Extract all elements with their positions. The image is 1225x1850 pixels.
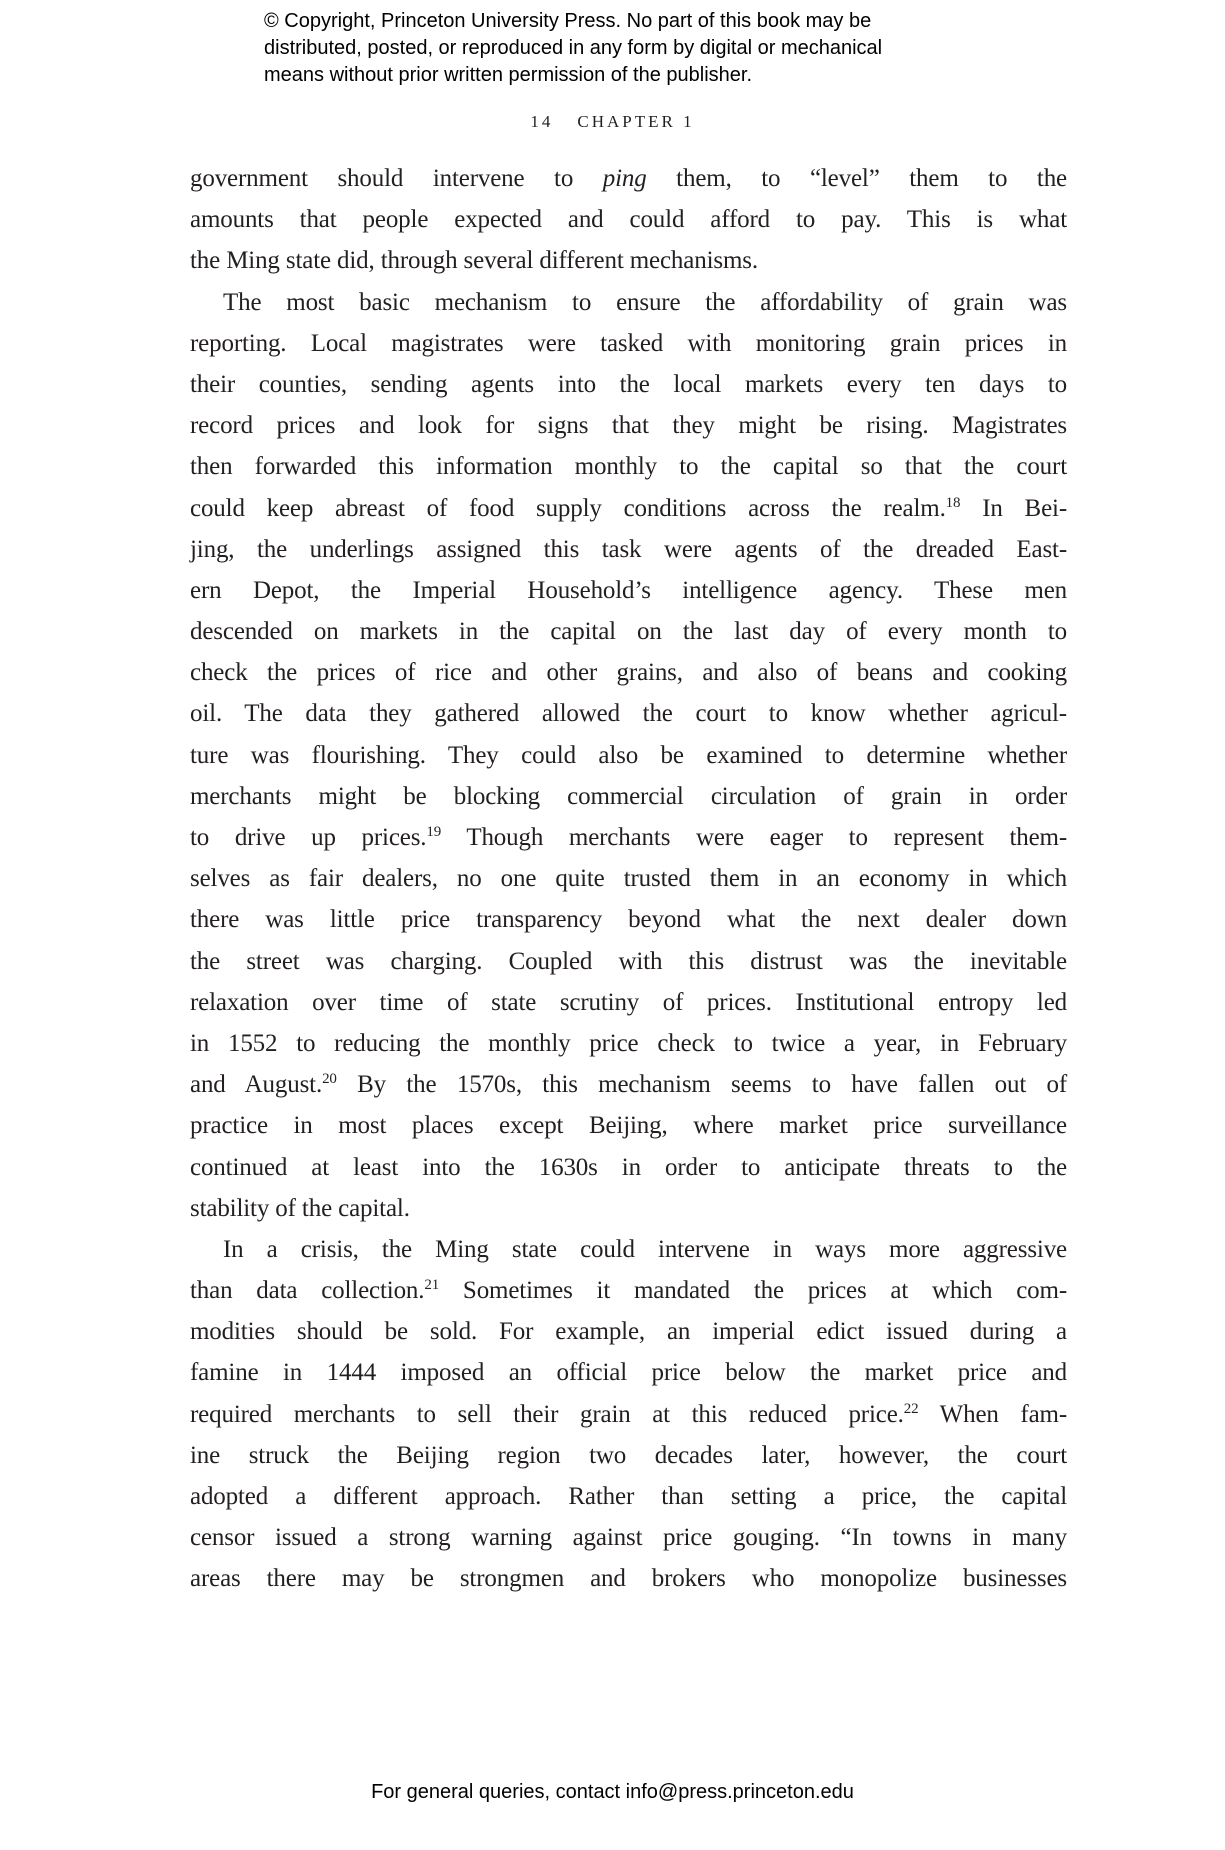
text-span: famine in 1444 imposed an official price below the market price and [190,1359,1067,1387]
footnote-ref: 21 [424,1277,440,1294]
text-line [190,693,1067,734]
paragraph [190,282,1067,1229]
text-span: practice in most places except Beijing, where market price surveillance [190,1112,1067,1140]
chapter-label: CHAPTER 1 [577,112,695,131]
text-span: In Bei- [960,494,1067,522]
text-line [190,1394,1067,1435]
text-line [190,488,1067,529]
text-line [190,1352,1067,1393]
text-span: check the prices of rice and other grains, and also of beans and cooking [190,659,1067,687]
text-span: selves as fair dealers, no one quite trusted them in an economy in which [190,865,1067,893]
footnote-ref: 19 [426,824,442,840]
text-span: amounts that people expected and could afford to pay. This is what [190,206,1067,234]
copyright-line: means without prior written permission of the publisher. [264,64,753,86]
text-span: them, to “level” them to the [646,165,1067,192]
text-span: their counties, sending agents into the local markets every ten days to [190,370,1067,398]
text-line [190,1558,1067,1599]
text-line [190,282,1067,323]
text-line [190,1023,1067,1064]
text-line [190,611,1067,652]
text-span: relaxation over time of state scrutiny of prices. Institutional entropy led [190,988,1067,1016]
text-span: censor issued a strong warning against price gouging. “In towns in many [190,1524,1067,1552]
page-number: 14 [530,112,554,131]
text-line [190,652,1067,693]
text-line [190,364,1067,405]
text-line [190,776,1067,817]
text-line [190,570,1067,611]
text-line [190,158,1067,199]
text-span: merchants might be blocking commercial circulation of grain in order [190,782,1067,810]
text-span: ine struck the Beijing region two decades later, however, the court [190,1441,1067,1469]
text-line [190,240,1067,281]
body-text [190,158,1067,1600]
footnote-ref: 22 [903,1400,919,1417]
text-line [190,1188,1067,1229]
copyright-line: © Copyright, Princeton University Press. No part of this book may be [264,10,872,32]
text-line [190,1147,1067,1188]
text-line [190,1435,1067,1476]
text-span: jing, the underlings assigned this task were agents of the dreaded East- [190,535,1067,563]
text-span: in 1552 to reducing the monthly price check to twice a year, in February [190,1029,1067,1057]
text-span: When fam- [918,1400,1067,1428]
text-span: ture was flourishing. They could also be examined to determine whether [190,741,1067,769]
footnote-ref: 20 [322,1071,337,1088]
text-span: stability of the capital. [190,1194,410,1222]
footer-contact: For general queries, contact info@press.princeton.edu [371,1781,854,1803]
running-head [0,112,1225,132]
text-span: the Ming state did, through several different mechanisms. [190,247,758,275]
text-line [190,1064,1067,1105]
text-span: continued at least into the 1630s in order to anticipate threats to the [190,1153,1067,1181]
text-span: than data collection. [190,1277,425,1305]
text-line [190,446,1067,487]
text-line [190,1270,1067,1311]
text-span: Though merchants were eager to represent them- [441,824,1068,851]
footnote-ref: 18 [945,494,961,511]
text-span: the street was charging. Coupled with this distrust was the inevitable [190,947,1067,975]
text-line [190,199,1067,240]
text-line [190,941,1067,982]
text-line [190,735,1067,776]
paragraph [190,158,1067,282]
text-span: By the 1570s, this mechanism seems to have fallen out of [336,1071,1068,1099]
text-span: then forwarded this information monthly to the capital so that the court [190,453,1067,481]
text-span: adopted a different approach. Rather than setting a price, the capital [190,1483,1067,1510]
text-line [190,1311,1067,1352]
text-line [190,323,1067,364]
text-span: Sometimes it mandated the prices at which com- [439,1277,1067,1305]
text-line [190,1105,1067,1146]
italic-term: ping [602,165,647,192]
text-span: areas there may be strongmen and brokers who monopolize businesses [190,1565,1067,1593]
text-span: reporting. Local magistrates were tasked with monitoring grain prices in [190,329,1067,357]
text-span: The most basic mechanism to ensure the affordability of grain was [223,288,1067,316]
text-span: government should intervene to [190,165,603,192]
text-line [190,817,1067,858]
text-span: ern Depot, the Imperial Household’s intelligence agency. These men [190,576,1067,604]
text-span: could keep abreast of food supply conditions across the realm. [190,494,946,522]
text-span: to drive up prices. [190,824,427,851]
text-line [190,1517,1067,1558]
text-span: there was little price transparency beyond what the next dealer down [190,906,1067,934]
text-span: required merchants to sell their grain at this reduced price. [190,1400,904,1428]
text-span: modities should be sold. For example, an imperial edict issued during a [190,1318,1067,1346]
text-line [190,858,1067,899]
copyright-line: distributed, posted, or reproduced in any form by digital or mechanical [264,37,883,59]
text-line [190,899,1067,940]
text-line [190,529,1067,570]
text-span: record prices and look for signs that they might be rising. Magistrates [190,412,1067,440]
text-span: descended on markets in the capital on the last day of every month to [190,618,1067,646]
text-span: In a crisis, the Ming state could intervene in ways more aggressive [223,1235,1067,1263]
text-span: and August. [190,1071,323,1099]
text-span: oil. The data they gathered allowed the court to know whether agricul- [190,700,1067,728]
copyright-notice [264,8,1024,89]
paragraph [190,1229,1067,1600]
text-line [190,1229,1067,1270]
text-line [190,405,1067,446]
text-line [190,1476,1067,1517]
text-line [190,982,1067,1023]
